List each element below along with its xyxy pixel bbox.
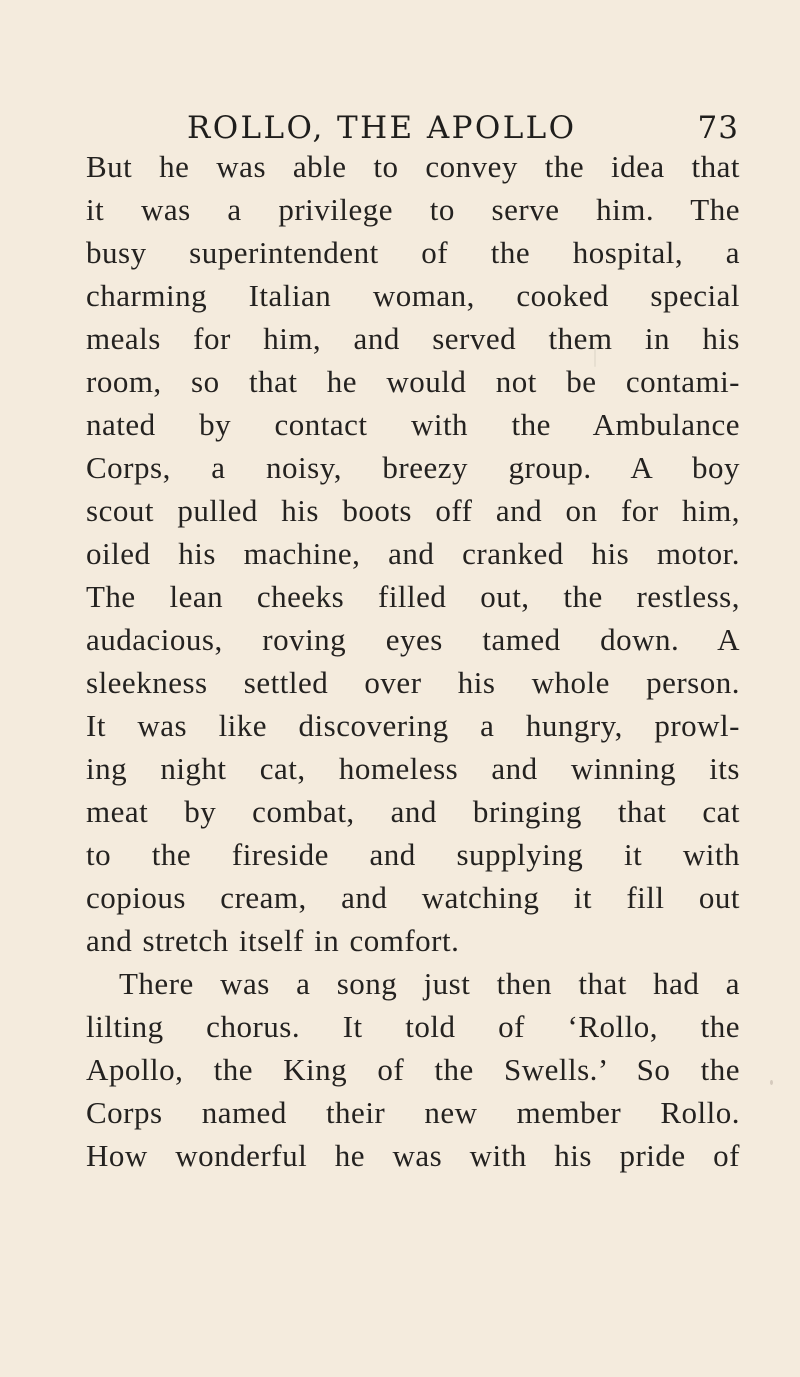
text-line: nated by contact with the Ambulance: [86, 407, 740, 442]
text-line: sleekness settled over his whole person.: [86, 665, 740, 700]
text-line: and stretch itself in comfort.: [86, 923, 460, 958]
text-line: ing night cat, homeless and winning its: [86, 751, 740, 786]
text-line: charming Italian woman, cooked special: [86, 278, 740, 313]
text-line: busy superintendent of the hospital, a: [86, 235, 740, 270]
text-line: meat by combat, and bringing that cat: [86, 794, 740, 829]
page-number: 73: [697, 110, 739, 146]
text-line: Corps, a noisy, breezy group. A boy: [86, 450, 740, 485]
text-line: room, so that he would not be contami-: [86, 364, 740, 399]
text-line: it was a privilege to serve him. The: [86, 192, 740, 227]
text-line: Corps named their new member Rollo.: [86, 1095, 740, 1130]
text-line: oiled his machine, and cranked his motor.: [86, 536, 740, 571]
body-text: [86, 145, 740, 1177]
text-line: The lean cheeks filled out, the restless,: [86, 579, 740, 614]
text-line: copious cream, and watching it fill out: [86, 880, 740, 915]
text-line: Apollo, the King of the Swells.’ So the: [86, 1052, 740, 1087]
text-line: It was like discovering a hungry, prowl-: [86, 708, 740, 743]
text-line: audacious, roving eyes tamed down. A: [86, 622, 740, 657]
text-line: lilting chorus. It told of ‘Rollo, the: [86, 1009, 740, 1044]
text-line: But he was able to convey the idea that: [86, 149, 740, 184]
text-line: scout pulled his boots off and on for him,: [86, 493, 740, 528]
text-line: to the fireside and supplying it with: [86, 837, 740, 872]
text-line: There was a song just then that had a: [119, 966, 740, 1001]
running-head: [187, 106, 739, 150]
paper-speck: [770, 1080, 773, 1085]
running-title: ROLLO, THE APOLLO: [187, 110, 577, 146]
text-line: How wonderful he was with his pride of: [86, 1138, 740, 1173]
paper-mark: [594, 347, 596, 367]
text-line: meals for him, and served them in his: [86, 321, 740, 356]
